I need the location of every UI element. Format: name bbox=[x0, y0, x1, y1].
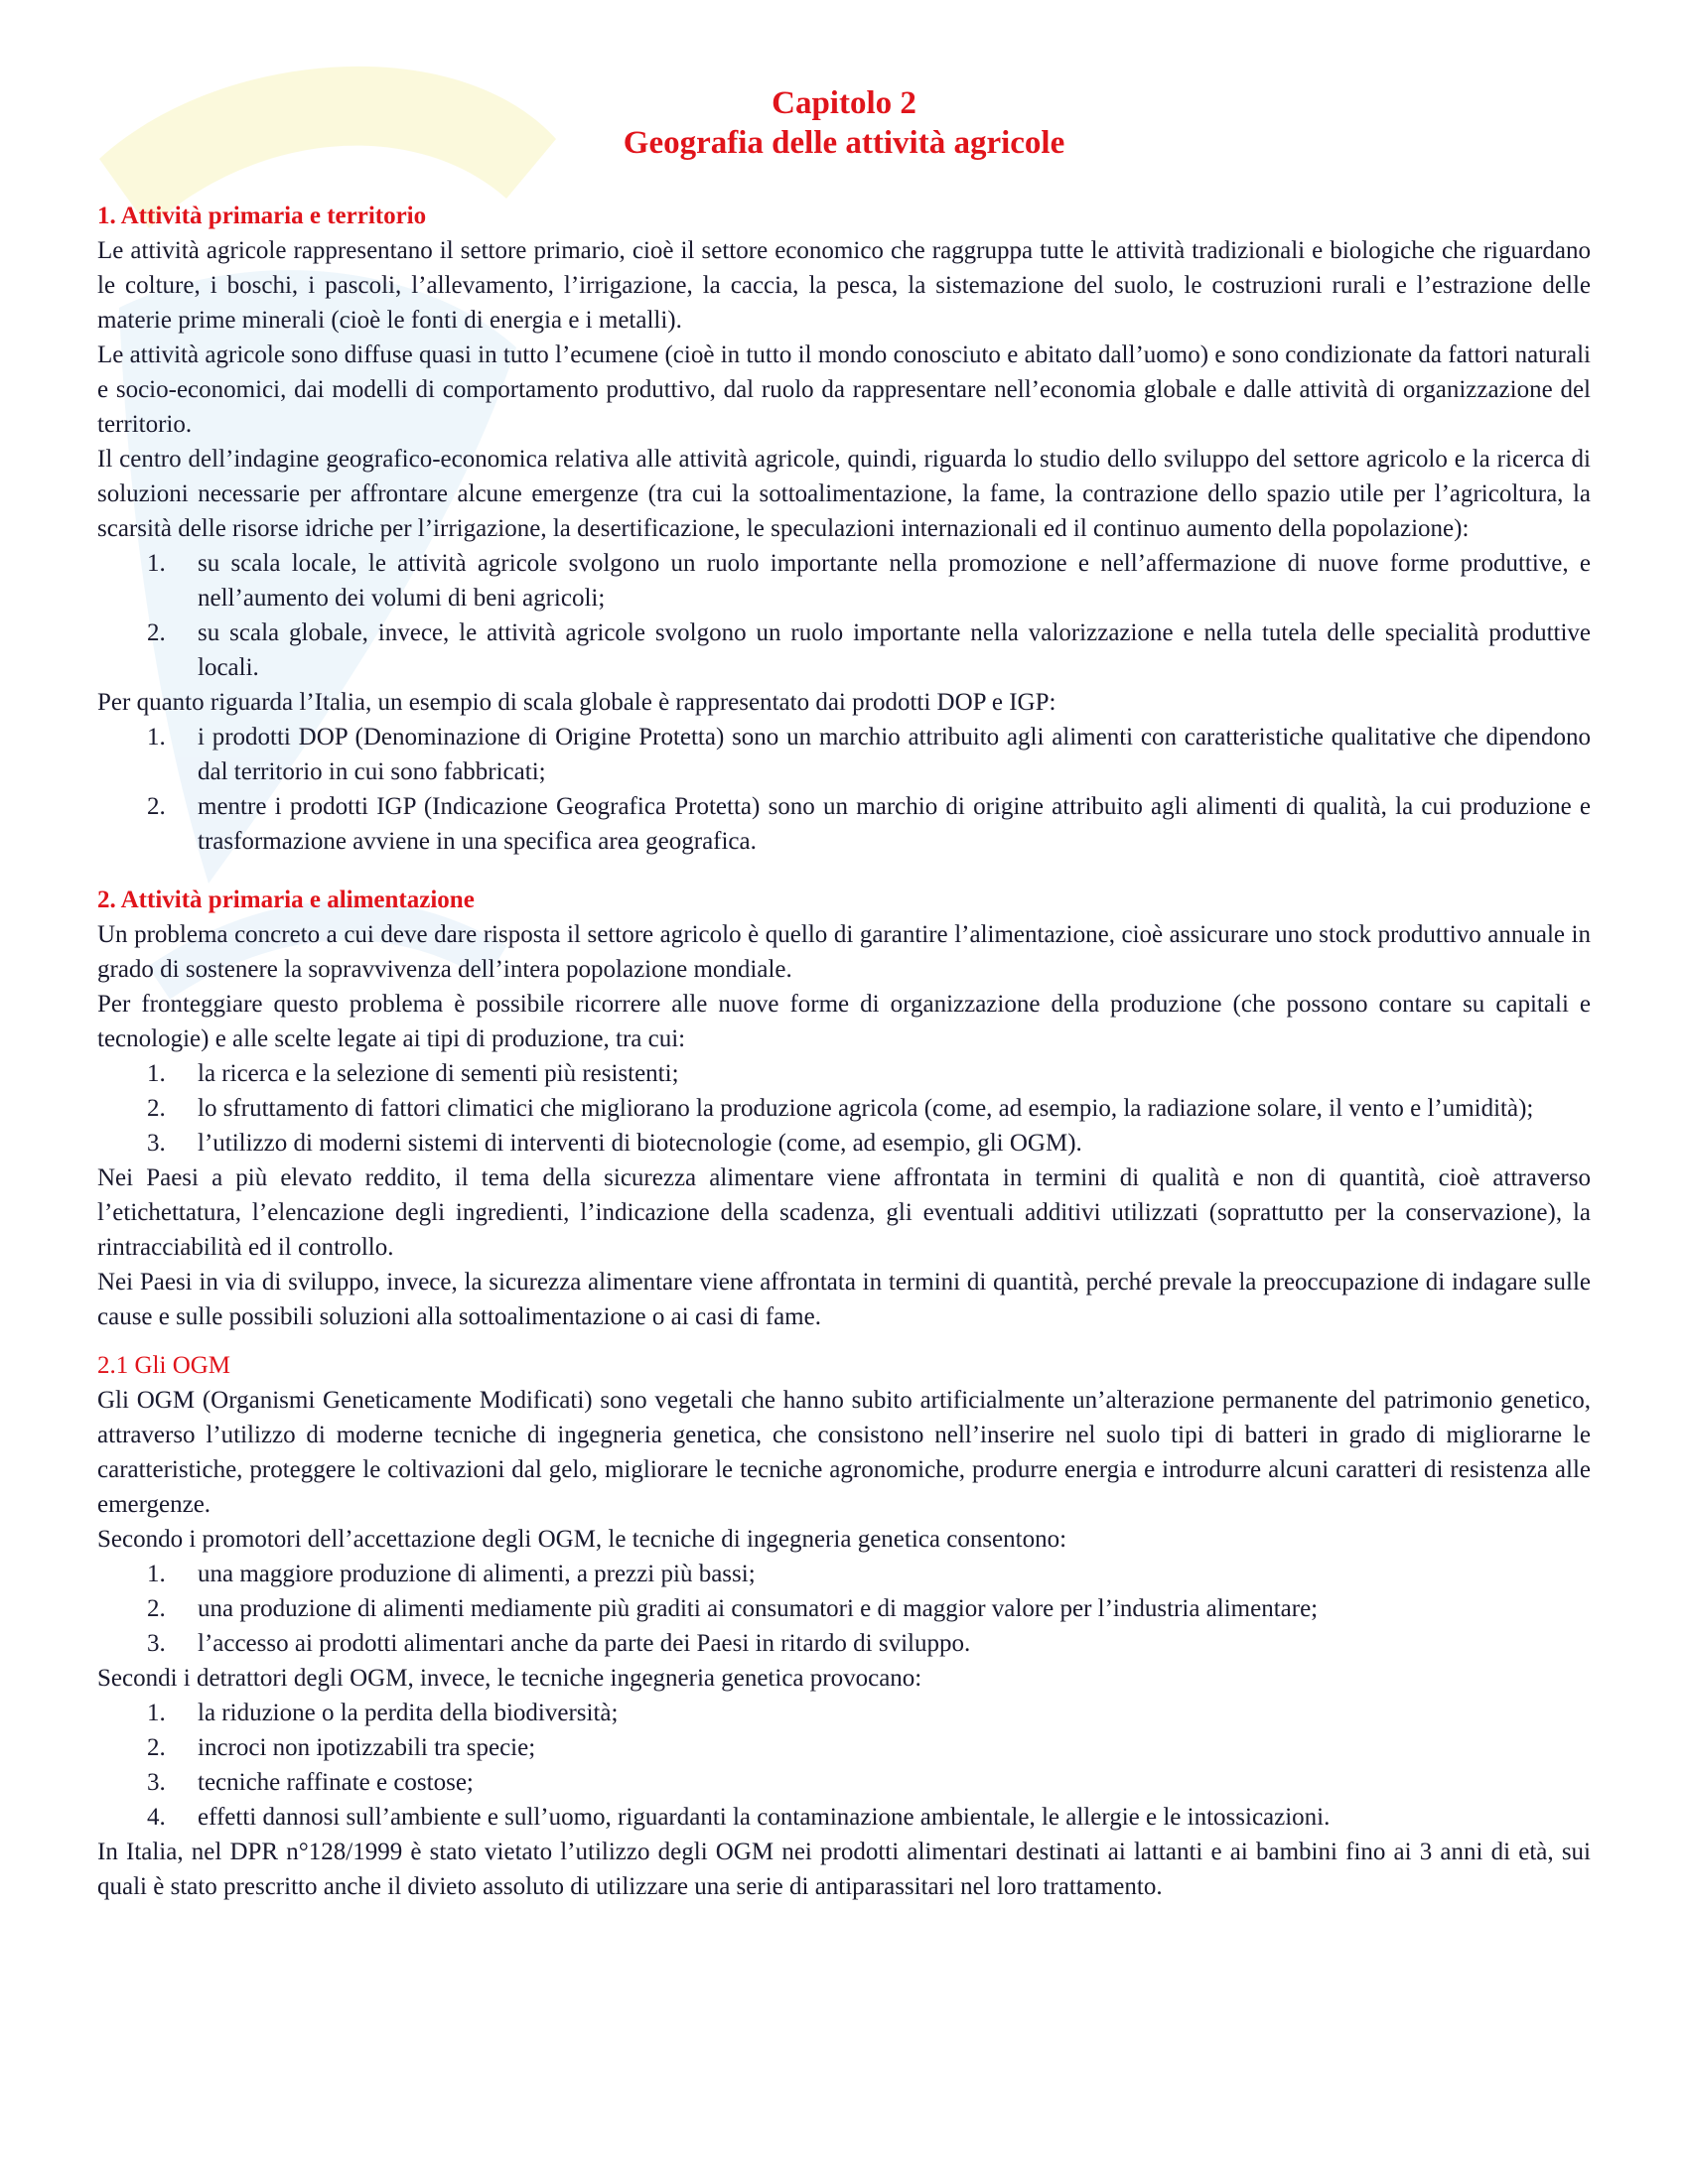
section-2-paragraph: Nei Paesi in via di sviluppo, invece, la sicurezza alimentare viene affrontata in termini di quantità, perché prevale la preoccupazione di indagare sulle cause e sulle possibili soluzioni alla sottoalimentazione o ai casi di fame. bbox=[97, 1269, 1591, 1330]
list-number: 2. bbox=[147, 1595, 166, 1622]
list-number: 1. bbox=[147, 1700, 166, 1726]
list-text: su scala locale, le attività agricole svolgono un ruolo importante nella promozione e nell’affermazione di nuove forme produttive, e nell’aumento dei volumi di beni agricoli; bbox=[198, 550, 1591, 612]
list-number: 1. bbox=[147, 1060, 166, 1087]
list-text: mentre i prodotti IGP (Indicazione Geografica Protetta) sono un marchio di origine attribuito agli alimenti di qualità, la cui produzione e trasformazione avviene in una specifica area geografica. bbox=[198, 793, 1591, 855]
ogm-pro-list bbox=[97, 1557, 1591, 1661]
list-text: la ricerca e la selezione di sementi più resistenti; bbox=[198, 1060, 679, 1087]
list-number: 3. bbox=[147, 1630, 166, 1657]
list-item bbox=[97, 789, 1591, 859]
chapter-name: Geografia delle attività agricole bbox=[623, 125, 1065, 161]
section-1-paragraph: Il centro dell’indagine geografico-economica relativa alle attività agricole, quindi, riguarda lo studio dello sviluppo del settore agricolo e la ricerca di soluzioni necessarie per affrontare alcune emergenze (tra cui la sottoalimentazione, la fame, la contrazione dello spazio utile per l’agricoltura, la scarsità delle risorse idriche per l’irrigazione, la desertificazione, le speculazioni internazionali ed il continuo aumento della popolazione): bbox=[97, 446, 1591, 542]
list-text: una produzione di alimenti mediamente più graditi ai consumatori e di maggior valore per l’industria alimentare; bbox=[198, 1595, 1319, 1622]
list-number: 2. bbox=[147, 619, 166, 646]
chapter-title bbox=[97, 83, 1591, 163]
list-number: 1. bbox=[147, 1561, 166, 1587]
list-number: 2. bbox=[147, 793, 166, 820]
list-text: tecniche raffinate e costose; bbox=[198, 1769, 474, 1796]
chapter-number: Capitolo 2 bbox=[772, 85, 916, 121]
spacer bbox=[97, 859, 1591, 883]
section-1-scale-list bbox=[97, 546, 1591, 685]
list-text: su scala globale, invece, le attività agricole svolgono un ruolo importante nella valorizzazione e nella tutela delle specialità produttive locali. bbox=[198, 619, 1591, 681]
list-number: 3. bbox=[147, 1130, 166, 1157]
section-2-paragraph: Un problema concreto a cui deve dare risposta il settore agricolo è quello di garantire l’alimentazione, cioè assicurare uno stock produttivo annuale in grado di sostenere la sopravvivenza dell’intera popolazione mondiale. bbox=[97, 921, 1591, 983]
list-text: i prodotti DOP (Denominazione di Origine Protetta) sono un marchio attribuito agli alimenti con caratteristiche qualitative che dipendono dal territorio in cui sono fabbricati; bbox=[198, 724, 1591, 785]
section-1-paragraph: Le attività agricole sono diffuse quasi in tutto l’ecumene (cioè in tutto il mondo conosciuto e abitato dall’uomo) e sono condizionate da fattori naturali e socio-economici, dai modelli di comportamento produttivo, dal ruolo da rappresentare nell’economia globale e dalle attività di organizzazione del territorio. bbox=[97, 341, 1591, 438]
section-1-paragraph: Le attività agricole rappresentano il settore primario, cioè il settore economico che raggruppa tutte le attività tradizionali e biologiche che riguardano le colture, i boschi, i pascoli, l’allevamento, l’irrigazione, la caccia, la pesca, la sistemazione del suolo, le costruzioni rurali e l’estrazione delle materie prime minerali (cioè le fonti di energia e i metalli). bbox=[97, 237, 1591, 334]
list-number: 1. bbox=[147, 724, 166, 751]
list-item bbox=[97, 1626, 1591, 1661]
section-2-1-paragraph: In Italia, nel DPR n°128/1999 è stato vietato l’utilizzo degli OGM nei prodotti alimentari destinati ai lattanti e ai bambini fino ai 3 anni di età, sui quali è stato prescritto anche il divieto assoluto di utilizzare una serie di antiparassitari nel loro trattamento. bbox=[97, 1839, 1591, 1900]
list-text: l’utilizzo di moderni sistemi di interventi di biotecnologie (come, ad esempio, gli OGM). bbox=[198, 1130, 1082, 1157]
list-number: 3. bbox=[147, 1769, 166, 1796]
section-2-paragraph: Per fronteggiare questo problema è possibile ricorrere alle nuove forme di organizzazione della produzione (che possono contare su capitali e tecnologie) e alle scelte legate ai tipi di produzione, tra cui: bbox=[97, 991, 1591, 1052]
list-item bbox=[97, 1730, 1591, 1765]
list-text: lo sfruttamento di fattori climatici che migliorano la produzione agricola (come, ad esempio, la radiazione solare, il vento e l’umidità); bbox=[198, 1095, 1534, 1122]
list-item bbox=[97, 1696, 1591, 1730]
section-1-paragraph: Per quanto riguarda l’Italia, un esempio di scala globale è rappresentato dai prodotti DOP e IGP: bbox=[97, 689, 1056, 716]
section-2-production-list bbox=[97, 1056, 1591, 1160]
list-item bbox=[97, 1800, 1591, 1835]
section-2-1-paragraph: Gli OGM (Organismi Geneticamente Modificati) sono vegetali che hanno subito artificialmente un’alterazione permanente del patrimonio genetico, attraverso l’utilizzo di moderne tecniche di ingegneria genetica, che consistono nell’inserire nel suolo tipi di batteri in grado di migliorarne le caratteristiche, proteggere le coltivazioni dal gelo, migliorare le tecniche agronomiche, produrre energia e introdurre alcuni caratteri di resistenza alle emergenze. bbox=[97, 1387, 1591, 1518]
list-number: 2. bbox=[147, 1095, 166, 1122]
list-item bbox=[97, 1091, 1591, 1126]
ogm-con-list bbox=[97, 1696, 1591, 1835]
list-item bbox=[97, 1557, 1591, 1591]
section-2-1-paragraph: Secondo i promotori dell’accettazione degli OGM, le tecniche di ingegneria genetica consentono: bbox=[97, 1526, 1067, 1553]
list-item bbox=[97, 1765, 1591, 1800]
list-item bbox=[97, 1056, 1591, 1091]
section-2-1-heading: 2.1 Gli OGM bbox=[97, 1352, 231, 1379]
list-number: 2. bbox=[147, 1734, 166, 1761]
list-text: incroci non ipotizzabili tra specie; bbox=[198, 1734, 536, 1761]
list-text: l’accesso ai prodotti alimentari anche da parte dei Paesi in ritardo di sviluppo. bbox=[198, 1630, 971, 1657]
list-text: una maggiore produzione di alimenti, a prezzi più bassi; bbox=[198, 1561, 756, 1587]
list-item bbox=[97, 615, 1591, 685]
list-text: la riduzione o la perdita della biodiversità; bbox=[198, 1700, 619, 1726]
list-number: 4. bbox=[147, 1804, 166, 1831]
section-1-dop-igp-list bbox=[97, 720, 1591, 859]
list-item bbox=[97, 1591, 1591, 1626]
section-1-heading: 1. Attività primaria e territorio bbox=[97, 203, 427, 229]
list-text: effetti dannosi sull’ambiente e sull’uomo, riguardanti la contaminazione ambientale, le allergie e le intossicazioni. bbox=[198, 1804, 1331, 1831]
list-item bbox=[97, 720, 1591, 789]
section-2-1-paragraph: Secondi i detrattori degli OGM, invece, le tecniche ingegneria genetica provocano: bbox=[97, 1665, 922, 1692]
list-item bbox=[97, 1126, 1591, 1160]
section-2-heading: 2. Attività primaria e alimentazione bbox=[97, 887, 475, 913]
document-page bbox=[97, 83, 1591, 1904]
section-2-paragraph: Nei Paesi a più elevato reddito, il tema della sicurezza alimentare viene affrontata in termini di qualità e non di quantità, cioè attraverso l’etichettatura, l’elencazione degli ingredienti, l’indicazione della scadenza, gli eventuali additivi utilizzati (soprattutto per la conservazione), la rintracciabilità ed il controllo. bbox=[97, 1164, 1591, 1261]
list-item bbox=[97, 546, 1591, 615]
list-number: 1. bbox=[147, 550, 166, 577]
spacer bbox=[97, 1334, 1591, 1348]
